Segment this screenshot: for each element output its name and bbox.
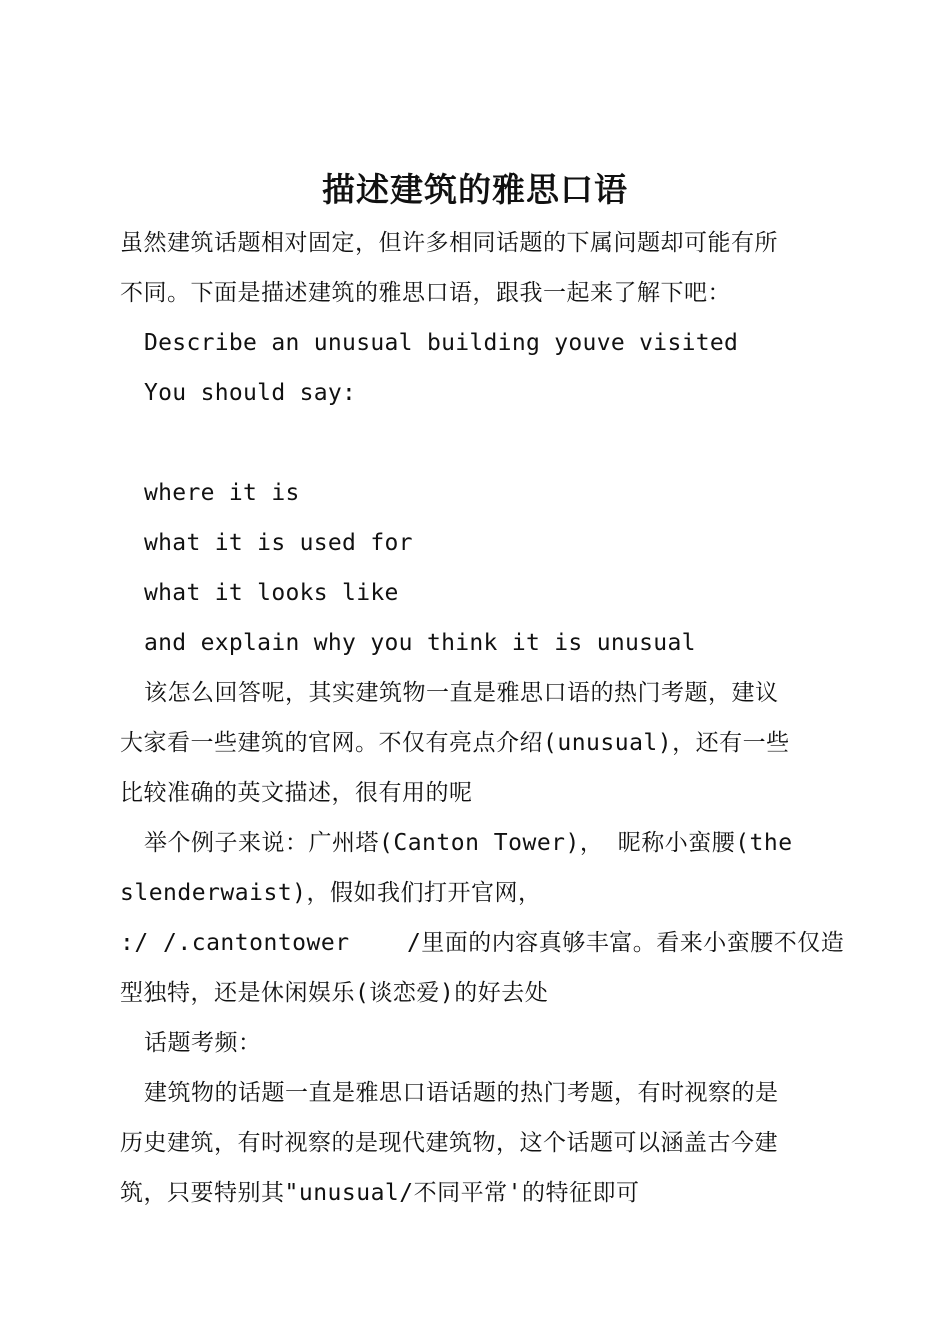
example-line-1: 举个例子来说：广州塔(Canton Tower)， 昵称小蛮腰(the (144, 830, 793, 856)
blank-line (120, 418, 832, 468)
cue-card-prompt: You should say: (144, 380, 357, 406)
answer-line-2: 大家看一些建筑的官网。不仅有亮点介绍(unusual)，还有一些 (120, 730, 790, 756)
cue-card-topic: Describe an unusual building youve visited (144, 330, 739, 356)
cue-card-point-1: where it is (144, 480, 300, 506)
frequency-line-3: 筑，只要特别其"unusual/不同平常'的特征即可 (120, 1180, 640, 1206)
frequency-line-1: 建筑物的话题一直是雅思口语话题的热门考题，有时视察的是 (144, 1080, 779, 1106)
cue-card-point-2: what it is used for (144, 530, 413, 556)
page-title: 描述建筑的雅思口语 (322, 170, 628, 210)
cue-card-point-3: what it looks like (144, 580, 399, 606)
intro-line-1: 虽然建筑话题相对固定，但许多相同话题的下属问题却可能有所 (120, 230, 778, 256)
example-line-4: 型独特，还是休闲娱乐(谈恋爱)的好去处 (120, 980, 549, 1006)
example-line-2: slenderwaist)，假如我们打开官网， (120, 880, 542, 906)
cue-card-point-4: and explain why you think it is unusual (144, 630, 696, 656)
answer-line-1: 该怎么回答呢，其实建筑物一直是雅思口语的热门考题，建议 (144, 680, 779, 706)
frequency-heading: 话题考频： (144, 1030, 262, 1056)
intro-line-2: 不同。下面是描述建筑的雅思口语，跟我一起来了解下吧： (120, 280, 731, 306)
answer-line-3: 比较准确的英文描述，很有用的呢 (120, 780, 473, 806)
document-body (120, 218, 845, 1218)
example-line-3: :/ /.cantontower /里面的内容真够丰富。看来小蛮腰不仅造 (120, 930, 845, 956)
frequency-line-2: 历史建筑，有时视察的是现代建筑物，这个话题可以涵盖古今建 (120, 1130, 778, 1156)
